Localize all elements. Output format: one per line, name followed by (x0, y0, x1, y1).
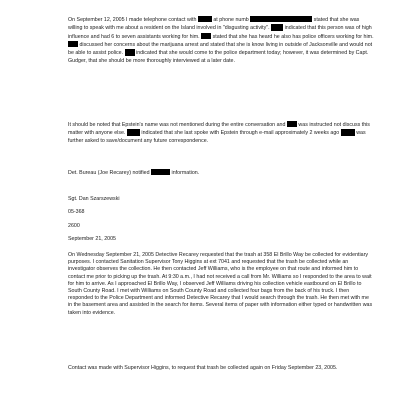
paragraph-followup-contact: Contact was made with Supervisor Higgins, to request that trash be collected again on Friday September 23, 2005. (68, 365, 338, 371)
redaction-block (151, 169, 170, 175)
redaction-block (271, 24, 283, 30)
signature-date: September 21, 2005 (68, 236, 117, 242)
redaction-block (341, 129, 355, 135)
redaction-block (250, 16, 312, 22)
redaction-block (201, 33, 211, 39)
redaction-block (127, 129, 140, 135)
signature-name: Sgt. Dan Szarszewski (68, 196, 120, 202)
redaction-block (198, 16, 212, 22)
paragraph-phone-contact: On September 12, 2005 I made telephone contact with at phone numb stated that she was willing to speak with me about a resident on the Island involved in "disgusting activity". indicated that this person was of high influence and had 6 to seven assistants working for him. stated that she has heard he also has police officers working for him. discussed her concerns about the marijuana arrest and stated that she is know living in outside of Jacksonville and would not be able to assist police. indicated that she would come to the police department today; however, it was determined by Capt. Gudger, that she should be more thoroughly interviewed at a later date. (68, 17, 374, 64)
redaction-block (68, 41, 78, 47)
redaction-block (125, 49, 135, 55)
paragraph-notification: Det. Bureau (Joe Recarey) notified information. (68, 170, 200, 177)
paragraph-epstein-not-mentioned: It should be noted that Epstein's name was not mentioned during the entire conversation and was instructed not discuss this matter with anyone else. indicated that she last spoke with Epstein through e-mail approximately 2 weeks ago was further asked to save/document any future correspondence. (68, 122, 370, 144)
paragraph-trash-collection: On Wednesday September 21, 2005 Detective Recarey requested that the trash at 358 El Brillo Way be collected for evidentiary purposes. I contacted Sanitation Supervisor Tony Higgins at ext 7041 and requested that the trash be collected while an investigator observes the collection. He then contacted Jeff Williams, who is the employee on that route and informed him to contact me prior to picking up the trash. At 9:30 a.m., I had not received a call from Mr. Williams so I responded to the area to wait for him to arrive. As I approached El Brillo Way, I observed Jeff Williams driving his collection vehicle eastbound on El Brillo to South County Road. I met with Williams on South County Road and collected four bags from the back of his truck. I then responded to the Police Department and informed Detective Recarey that I would search through the trash. He then met with me in the basement area and assisted in the search for items. Several items of paper with information either typed or handwritten was taken into evidence. (68, 252, 373, 316)
signature-badge-number: 05-368 (68, 209, 85, 215)
signature-unit-number: 2600 (68, 223, 80, 229)
redaction-block (287, 121, 297, 127)
